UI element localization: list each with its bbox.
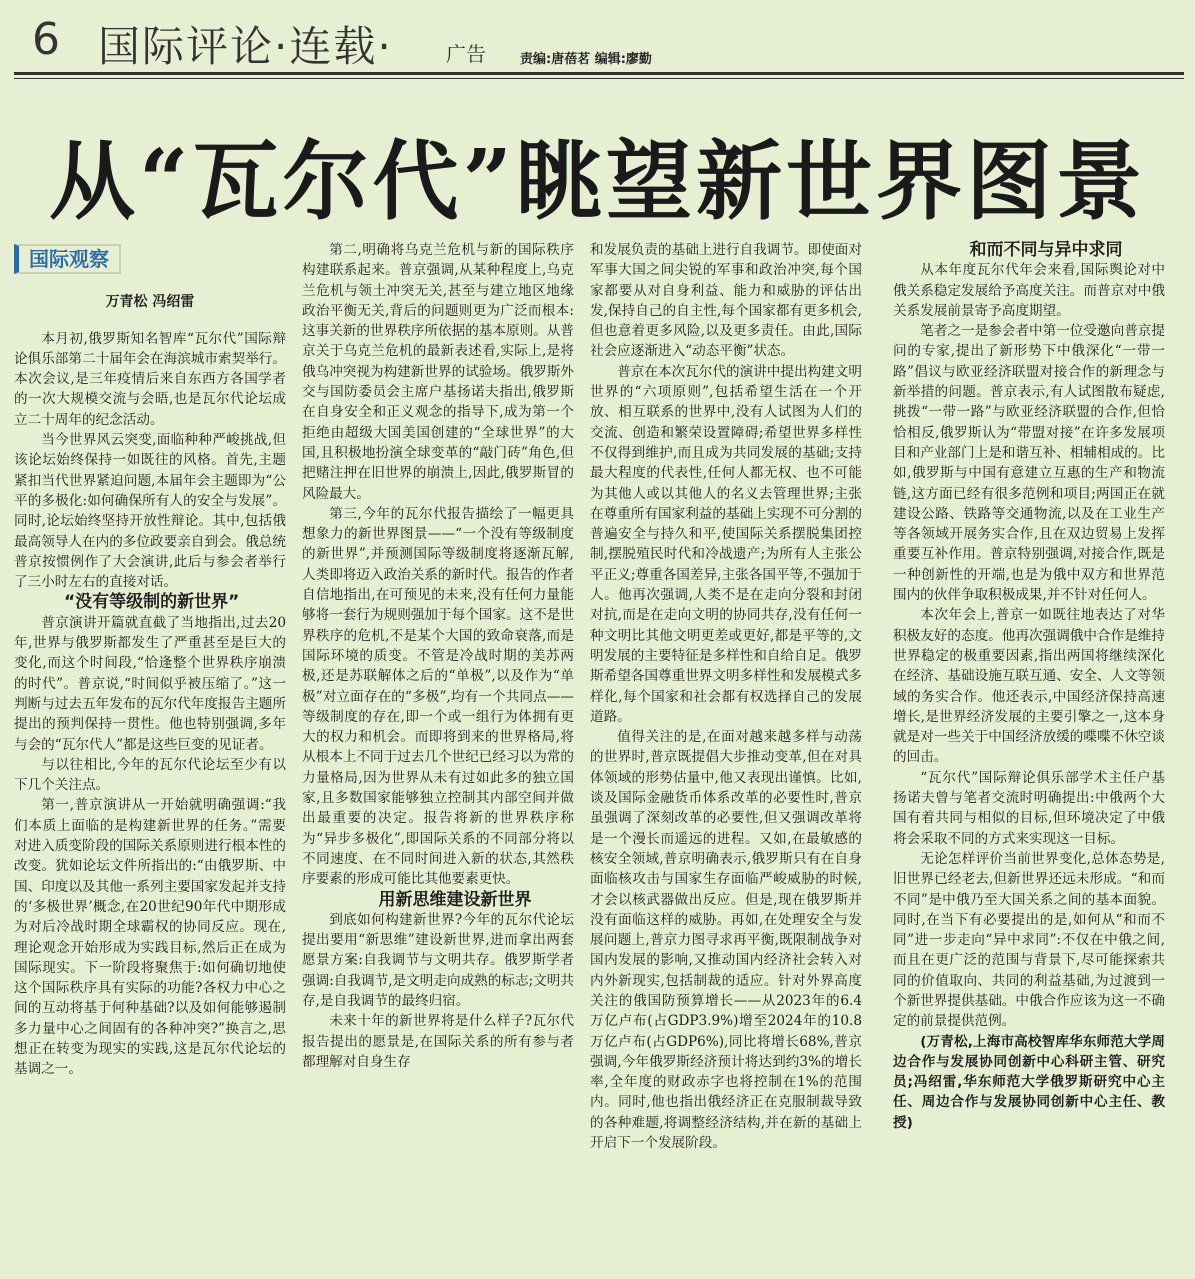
paragraph: 和发展负责的基础上进行自我调节。即使面对军事大国之间尖锐的军事和政治冲突,每个国家都要从对自身利益、能力和威胁的评估出发,保持自己的自主性,每个国家都有更多机会,但也意着更多风险,以及更多责任。由此,国际社会应逐渐进入“动态平衡”状态。: [590, 242, 862, 360]
paragraph: 值得关注的是,在面对越来越多样与动荡的世界时,普京既提倡大步推动变革,但在对具体领域的形势估量中,他又表现出谨慎。比如,谈及国际金融货币体系改革的必要性时,普京虽强调了深刻改革的必要性,但又强调改革将是一个漫长而遥远的进程。又如,在最敏感的核安全领域,普京明确表示,俄罗斯只有在自身面临核攻击与国家生存面临严峻威胁的时候,才会以核武器做出反应。但是,现在俄罗斯并没有面临这样的威胁。再如,在处理安全与发展问题上,普京力图寻求再平衡,既限制战争对国内发展的影响,又推动国内经济社会转入对内外新现实,包括制裁的适应。针对外界高度关注的俄国防预算增长——从2023年的6.4万亿卢布(占GDP3.9%)增至2024年的10.8万亿卢布(占GDP6%),同比将增长68%,普京强调,今年俄罗斯经济预计将达到约3%的增长率,全年度的财政赤字也将控制在1%的范围内。同时,他也指出俄经济正在克服制裁导致的各种难题,将调整经济结构,并在新的基础上开启下一个发展阶段。: [590, 729, 862, 1152]
paragraph: 第一,普京演讲从一开始就明确强调:“我们本质上面临的是构建新世界的任务。”需要对进入质变阶段的国际关系原则进行根本性的改变。犹如论坛文件所指出的:“由俄罗斯、中国、印度以及其他一系列主要国家发起并支持的‘多极世界’概念,在20世纪90年代中期形成为对后冷战时期全球霸权的协同反应。现在,理论观念开始形成为实践目标,然后正在成为国际现实。下一阶段将聚焦于:如何确切地使这个国际秩序具有实际的功能?各权力中心之间的互动将基于何种基础?以及如何能够遏制多力量中心之间固有的各种冲突?”换言之,思想正在转变为现实的实践,这是瓦尔代论坛的基调之一。: [14, 797, 286, 1078]
article-column-2: [302, 240, 574, 1072]
paragraph: 笔者之一是参会者中第一位受邀向普京提问的专家,提出了新形势下中俄深化“一带一路”倡议与欧亚经济联盟对接合作的新理念与新举措的问题。普京表示,有人试图散布疑虑,挑拨“一带一路”与欧亚经济联盟的合作,但恰恰相反,俄罗斯认为“带盟对接”在许多发展项目和产业部门上是和谐互补、相辅相成的。比如,俄罗斯与中国有意建立互惠的生产和物流链,这方面已经有很多范例和项目;两国正在就建设公路、铁路等交通物流,以及在工业生产等各领域开展务实合作,且在双边贸易上发挥重要互补作用。普京特别强调,对接合作,既是一种创新性的开端,也是为俄中双方和世界范围内的伙伴争取积极成果,并不针对任何人。: [893, 323, 1165, 604]
paragraph: 从本年度瓦尔代年会来看,国际舆论对中俄关系稳定发展给予高度关注。而普京对中俄关系发展前景寄予高度期望。: [893, 262, 1165, 319]
paragraph: 普京在本次瓦尔代的演讲中提出构建文明世界的“六项原则”,包括希望生活在一个开放、相互联系的世界中,没有人试图为人们的交流、创造和繁荣设置障碍;希望世界多样性不仅得到维护,而且成为共同发展的基础;支持最大程度的代表性,任何人都无权、也不可能为其他人或以其他人的名义去管理世界;主张在尊重所有国家利益的基础上实现不可分割的普遍安全与持久和平,使国际关系摆脱集团控制,摆脱殖民时代和冷战遗产;为所有人主张公平正义;尊重各国差异,主张各国平等,不强加于人。他再次强调,人类不是在走向分裂和封闭对抗,而是在走向文明的协同共存,没有任何一种文明比其他文明更差或更好,都是平等的,文明发展的主要特征是多样性和自给自足。俄罗斯希望各国尊重世界文明多样性和发展模式多样化,每个国家和社会都有权选择自己的发展道路。: [590, 363, 862, 725]
masthead: [14, 8, 1184, 71]
ad-label: 广告: [446, 42, 486, 66]
section-title: 国际评论·连载·: [98, 22, 393, 71]
page-number: 6: [32, 14, 60, 65]
section-subhead: 和而不同与异中求同: [969, 240, 1123, 260]
paragraph: 第二,明确将乌克兰危机与新的国际秩序构建联系起来。普京强调,从某种程度上,乌克兰危机与领土冲突无关,甚至与建立地区地缘政治平衡无关,背后的问题则更为广泛而根本:这事关新的世界秩序所依据的基本原则。从普京关于乌克兰危机的最新表述看,实际上,是将俄乌冲突视为构建新世界的试验场。俄罗斯外交与国防委员会主席户基扬诺夫指出,俄罗斯在自身安全和正义观念的指导下,成为第一个拒绝由超级大国美国创建的“全球世界”的大国,且积极地扮演全球变革的“敲门砖”角色,但把赌注押在旧世界的崩溃上,因此,俄罗斯冒的风险最大。: [302, 242, 574, 502]
column-badge: 国际观察: [14, 244, 121, 274]
article-column-4: [893, 240, 1165, 1133]
paragraph: 到底如何构建新世界?今年的瓦尔代论坛提出要用“新思维”建设新世界,进而拿出两套愿景方案:自我调节与文明共存。俄罗斯学者强调:自我调节,是文明走向成熟的标志;文明共存,是自我调节的最终归宿。: [302, 911, 574, 1009]
paragraph: “瓦尔代”国际辩论俱乐部学术主任户基扬诺夫曾与笔者交流时明确提出:中俄两个大国有着共同与相似的目标,但环境决定了中俄将会采取不同的方式来实现这一目标。: [893, 769, 1165, 847]
editor-credits: 责编:唐蓓茗 编辑:廖勤: [520, 52, 652, 67]
paragraph: 当今世界风云突变,面临种种严峻挑战,但该论坛始终保持一如既往的风格。首先,主题紧扣当代世界紧迫问题,本届年会主题即为“公平的多极化:如何确保所有人的安全与发展”。同时,论坛始终坚持开放性辩论。其中,包括俄最高领导人在内的多位政要亲自到会。俄总统普京按惯例作了大会演讲,此后与参会者举行了三小时左右的直接对话。: [14, 432, 286, 591]
article-authors: 万青松 冯绍雷: [105, 294, 195, 311]
paragraph: 本月初,俄罗斯知名智库“瓦尔代”国际辩论俱乐部第二十届年会在海滨城市索契举行。本次会议,是三年疫情后来自东西方各国学者的一次大规模交流与会晤,也是瓦尔代论坛成立二十周年的纪念活动。: [14, 330, 286, 428]
masthead-rule: [14, 72, 1184, 75]
paragraph: 与以往相比,今年的瓦尔代论坛至少有以下几个关注点。: [14, 756, 286, 794]
paragraph: 普京演讲开篇就直截了当地指出,过去20年,世界与俄罗斯都发生了严重甚至是巨大的变化,而这个时间段,“恰逢整个世界秩序崩溃的时代”。普京说,“时间似乎被压缩了。”这一判断与过去五年发布的瓦尔代年度报告主题所提出的预判保持一贯性。他也特别强调,多年与会的“瓦尔代人”都是这些巨变的见证者。: [14, 614, 286, 753]
section-subhead: 用新思维建设新世界: [378, 889, 532, 910]
author-bio: (万青松,上海市高校智库华东师范大学周边合作与发展协同创新中心科研主管、研究员;冯绍雷,华东师范大学俄罗斯研究中心主任、周边合作与发展协同创新中心主任、教授): [893, 1033, 1165, 1131]
masthead-rule-thin: [14, 78, 1184, 79]
article-column-1: [14, 240, 286, 1080]
paragraph: 第三,今年的瓦尔代报告描绘了一幅更具想象力的新世界图景——“一个没有等级制度的新世界”,并预测国际等级制度将逐渐瓦解,人类即将迈入政治关系的新时代。报告的作者自信地指出,在可预见的未来,没有任何力量能够将一套行为规则强加于每个国家。这不是世界秩序的危机,不是某个大国的致命衰落,而是国际环境的质变。不管是冷战时期的美苏两极,还是苏联解体之后的“单极”,以及作为“单极”对立面存在的“多极”,均有一个共同点——等级制度的存在,即一个或一组行为体拥有更大的权力和机会。而即将到来的世界格局,将从根本上不同于过去几个世纪已经习以为常的力量格局,因为世界从未有过如此多的独立国家,且多数国家能够独立控制其内部空间并做出最重要的决定。报告将新的世界秩序称为“异步多极化”,即国际关系的不同部分将以不同速度、在不同时间进入新的状态,其然秩序要素的形成可能比其他要素更快。: [302, 505, 574, 888]
paragraph: 无论怎样评价当前世界变化,总体态势是,旧世界已经老去,但新世界还远未形成。“和而不同”是中俄乃至大国关系之间的基本面貌。同时,在当下有必要提出的是,如何从“和而不同”进一步走向“异中求同”:不仅在中俄之间,而且在更广泛的范围与背景下,尽可能探索共同的价值取向、共同的利益基础,为过渡到一个新世界提供基础。中俄合作应该为这一不确定的前景提供范例。: [893, 850, 1165, 1030]
article-headline: 从“瓦尔代”眺望新世界图景: [49, 131, 1146, 232]
section-subhead: “没有等级制的新世界”: [64, 592, 240, 613]
paragraph: 本次年会上,普京一如既往地表达了对华积极友好的态度。他再次强调俄中合作是维持世界稳定的极重要因素,指出两国将继续深化在经济、基础设施互联互通、安全、人文等领域的务实合作。他还表示,中国经济保持高速增长,是世界经济发展的主要引擎之一,这本身就是对一些关于中国经济放缓的喋喋不休空谈的回击。: [893, 607, 1165, 766]
paragraph: 未来十年的新世界将是什么样子?瓦尔代报告提出的愿景是,在国际关系的所有参与者都理解对自身生存: [302, 1013, 574, 1070]
article-column-3: [590, 240, 862, 1153]
